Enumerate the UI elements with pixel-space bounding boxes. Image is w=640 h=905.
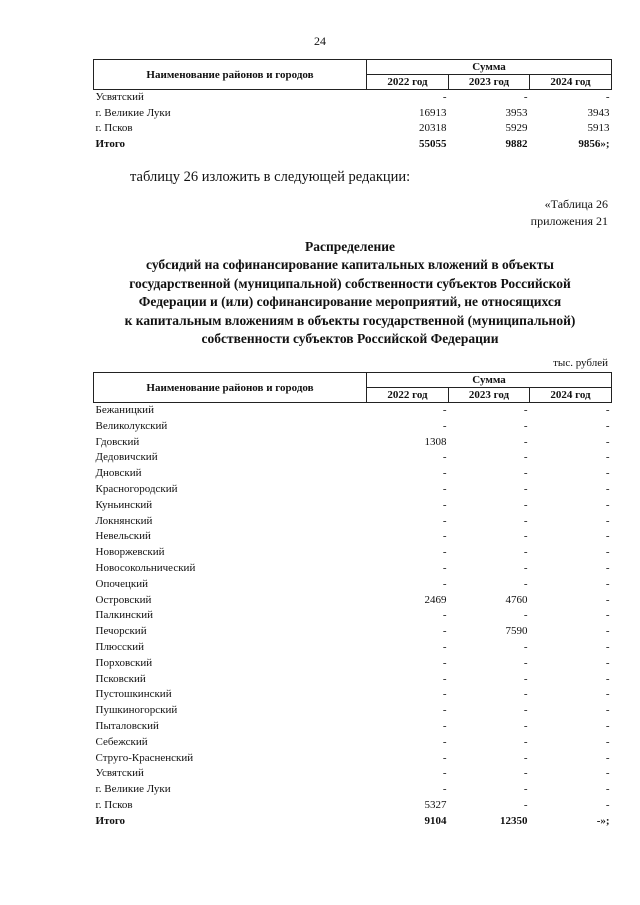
value-2024-cell: -	[605, 609, 610, 622]
total-row	[94, 137, 612, 153]
value-2022-cell: -	[442, 735, 447, 748]
value-2023-cell: -	[523, 404, 528, 416]
value-2022-cell: -	[442, 783, 447, 796]
region-name-cell: Пыталовский	[95, 719, 159, 732]
heading-line: к капитальным вложениям в объекты государственной (муниципальной)	[124, 312, 576, 328]
region-name-cell: Печорский	[95, 625, 147, 638]
heading-line: Распределение	[304, 239, 396, 254]
region-name-cell: Порховский	[95, 656, 153, 669]
value-2022-cell: -	[442, 672, 447, 685]
value-2022-cell: -	[442, 577, 447, 590]
region-name-cell: Куньинский	[95, 498, 153, 511]
value-2024-cell: -	[605, 419, 610, 432]
value-2022-cell: -	[442, 530, 447, 543]
value-2023-cell: -	[523, 798, 528, 811]
value-2023-cell: -	[523, 751, 528, 764]
value-2023-cell: -	[523, 514, 528, 527]
value-2023-cell: 12350	[500, 814, 528, 827]
value-2024-cell: -	[605, 577, 610, 590]
value-2023-cell: -	[523, 91, 528, 103]
region-name-cell: Бежаницкий	[95, 404, 154, 416]
table-row	[94, 577, 612, 593]
value-2023-cell: -	[523, 656, 528, 669]
value-2024-cell: -	[605, 404, 610, 416]
value-2023-cell: -	[523, 783, 528, 796]
table-row	[94, 450, 612, 466]
value-2023-cell: -	[523, 530, 528, 543]
table-heading	[60, 238, 640, 348]
value-2022-cell: -	[442, 419, 447, 432]
region-name-cell: Плюсский	[95, 640, 145, 653]
value-2023-cell: -	[523, 719, 528, 732]
reference-line: приложения 21	[530, 214, 608, 228]
table-row	[94, 735, 612, 751]
table-row	[94, 656, 612, 672]
value-2023-cell: -	[523, 640, 528, 653]
value-2022-cell: -	[442, 719, 447, 732]
region-name-cell: Усвятский	[95, 91, 144, 103]
value-2024-cell: -	[605, 482, 610, 495]
value-2024-cell: -	[605, 91, 610, 103]
table-continuation	[93, 59, 612, 152]
table-row	[94, 672, 612, 688]
heading-line: собственности субъектов Российской Федерации	[201, 331, 499, 347]
value-2022-cell: -	[442, 561, 447, 574]
value-2023-cell: -	[523, 704, 528, 717]
value-2024-cell: -	[605, 640, 610, 653]
region-name-cell: Пушкиногорский	[95, 704, 178, 717]
value-2023-cell: -	[523, 419, 528, 432]
value-2023-cell: -	[523, 672, 528, 685]
reference-line: «Таблица 26	[544, 197, 608, 211]
heading-line: Федерации и (или) софинансирование мероприятий, не относящихся	[138, 294, 562, 310]
table-row	[94, 403, 612, 419]
table-row	[94, 751, 612, 767]
value-2022-cell: -	[442, 767, 447, 780]
table-row	[94, 466, 612, 482]
value-2024-cell: -	[605, 704, 610, 717]
value-2022-cell: -	[442, 640, 447, 653]
value-2023-cell: -	[523, 577, 528, 590]
value-2024-cell: -	[605, 767, 610, 780]
value-2022-cell: 1308	[424, 435, 447, 448]
table-row	[94, 719, 612, 735]
region-name-cell: Усвятский	[95, 767, 144, 780]
region-name-cell: г. Великие Луки	[95, 106, 171, 119]
table-row	[94, 798, 612, 814]
value-2022-cell: -	[442, 656, 447, 669]
value-2022-cell: -	[442, 91, 447, 103]
page-number: 24	[314, 34, 326, 48]
value-2023-cell: -	[523, 435, 528, 448]
table-row	[94, 561, 612, 577]
value-2023-cell: 5929	[505, 122, 528, 135]
region-name-cell: Локнянский	[95, 514, 153, 527]
region-name-cell: Опочецкий	[95, 577, 148, 590]
table-row	[94, 121, 612, 137]
value-2023-cell: -	[523, 609, 528, 622]
value-2024-cell: -	[605, 751, 610, 764]
table-row	[94, 545, 612, 561]
value-2022-cell: -	[442, 625, 447, 638]
value-2023-cell: 4760	[505, 593, 528, 606]
value-2024-cell: -»;	[596, 814, 610, 827]
value-2024-cell: 3943	[587, 106, 610, 119]
region-name-cell: Псковский	[95, 672, 146, 685]
value-2024-cell: -	[605, 672, 610, 685]
column-header-sum: Сумма	[367, 60, 612, 75]
region-name-cell: г. Великие Луки	[95, 783, 171, 796]
value-2024-cell: -	[605, 546, 610, 559]
table-row	[94, 624, 612, 640]
table-row	[94, 529, 612, 545]
table-row	[94, 766, 612, 782]
value-2024-cell: -	[605, 735, 610, 748]
value-2022-cell: 5327	[424, 798, 447, 811]
region-name-cell: Дедовичский	[95, 451, 158, 464]
region-name-cell: Струго-Красненский	[95, 751, 194, 764]
region-name-cell: Невельский	[95, 530, 151, 543]
value-2022-cell: 20318	[419, 122, 447, 135]
value-2024-cell: -	[605, 625, 610, 638]
value-2022-cell: -	[442, 451, 447, 464]
value-2024-cell: 5913	[587, 122, 610, 135]
value-2024-cell: -	[605, 688, 610, 701]
value-2022-cell: -	[442, 498, 447, 511]
region-name-cell: Великолукский	[95, 419, 168, 432]
region-name-cell: Дновский	[95, 467, 142, 480]
table-row	[94, 640, 612, 656]
region-name-cell: Итого	[95, 814, 126, 827]
value-2022-cell: 2469	[424, 593, 447, 606]
table-row	[94, 419, 612, 435]
value-2024-cell: -	[605, 498, 610, 511]
table-row	[94, 593, 612, 609]
column-header-year: 2023 год	[449, 388, 530, 403]
column-header-year: 2022 год	[367, 75, 449, 90]
table-row	[94, 608, 612, 624]
table-row	[94, 514, 612, 530]
region-name-cell: Красногородский	[95, 482, 178, 495]
table-row	[94, 106, 612, 122]
heading-line: субсидий на софинансирование капитальных вложений в объекты	[146, 257, 554, 273]
value-2024-cell: -	[605, 435, 610, 448]
value-2023-cell: -	[523, 498, 528, 511]
value-2022-cell: -	[442, 609, 447, 622]
table-26	[93, 372, 612, 830]
value-2022-cell: 16913	[419, 106, 447, 119]
value-2022-cell: -	[442, 404, 447, 416]
region-name-cell: Новоржевский	[95, 546, 165, 559]
column-header-year: 2022 год	[367, 388, 449, 403]
value-2023-cell: -	[523, 467, 528, 480]
column-header-name: Наименование районов и городов	[94, 373, 367, 403]
table-row	[94, 703, 612, 719]
value-2022-cell: -	[442, 514, 447, 527]
value-2023-cell: 9882	[505, 137, 528, 150]
region-name-cell: Палкинский	[95, 609, 154, 622]
table-row	[94, 782, 612, 798]
value-2023-cell: -	[523, 482, 528, 495]
column-header-year: 2024 год	[530, 388, 612, 403]
table-reference	[531, 196, 608, 230]
value-2023-cell: -	[523, 688, 528, 701]
value-2022-cell: -	[442, 688, 447, 701]
value-2023-cell: -	[523, 451, 528, 464]
region-name-cell: Себежский	[95, 735, 148, 748]
value-2022-cell: 9104	[424, 814, 447, 827]
heading-line: государственной (муниципальной) собственности субъектов Российской	[129, 275, 571, 291]
column-header-sum: Сумма	[367, 373, 612, 388]
table-row	[94, 498, 612, 514]
value-2023-cell: -	[523, 546, 528, 559]
column-header-year: 2023 год	[449, 75, 530, 90]
value-2024-cell: -	[605, 451, 610, 464]
value-2024-cell: -	[605, 561, 610, 574]
value-2023-cell: 7590	[505, 625, 528, 638]
value-2024-cell: -	[605, 593, 610, 606]
value-2023-cell: -	[523, 561, 528, 574]
region-name-cell: г. Псков	[95, 798, 133, 811]
value-2023-cell: -	[523, 735, 528, 748]
table-row	[94, 687, 612, 703]
region-name-cell: Новосокольнический	[95, 561, 196, 574]
value-2022-cell: -	[442, 704, 447, 717]
total-row	[94, 814, 612, 830]
value-2023-cell: 3953	[505, 106, 528, 119]
region-name-cell: Гдовский	[95, 435, 140, 448]
table-row	[94, 482, 612, 498]
value-2022-cell: -	[442, 546, 447, 559]
value-2022-cell: -	[442, 482, 447, 495]
value-2024-cell: -	[605, 719, 610, 732]
value-2022-cell: -	[442, 467, 447, 480]
table-row	[94, 435, 612, 451]
value-2024-cell: -	[605, 656, 610, 669]
column-header-name: Наименование районов и городов	[94, 60, 367, 90]
value-2024-cell: -	[605, 514, 610, 527]
region-name-cell: Островский	[95, 593, 152, 606]
value-2024-cell: -	[605, 783, 610, 796]
value-2023-cell: -	[523, 767, 528, 780]
units-label: тыс. рублей	[553, 357, 608, 369]
column-header-year: 2024 год	[530, 75, 612, 90]
value-2024-cell: -	[605, 467, 610, 480]
region-name-cell: г. Псков	[95, 122, 133, 135]
value-2024-cell: -	[605, 798, 610, 811]
region-name-cell: Пустошкинский	[95, 688, 172, 701]
region-name-cell: Итого	[95, 137, 126, 150]
value-2022-cell: 55055	[419, 137, 447, 150]
value-2024-cell: 9856»;	[578, 137, 610, 150]
value-2024-cell: -	[605, 530, 610, 543]
instruction-text: таблицу 26 изложить в следующей редакции:	[130, 169, 411, 185]
table-row	[94, 90, 612, 106]
value-2022-cell: -	[442, 751, 447, 764]
